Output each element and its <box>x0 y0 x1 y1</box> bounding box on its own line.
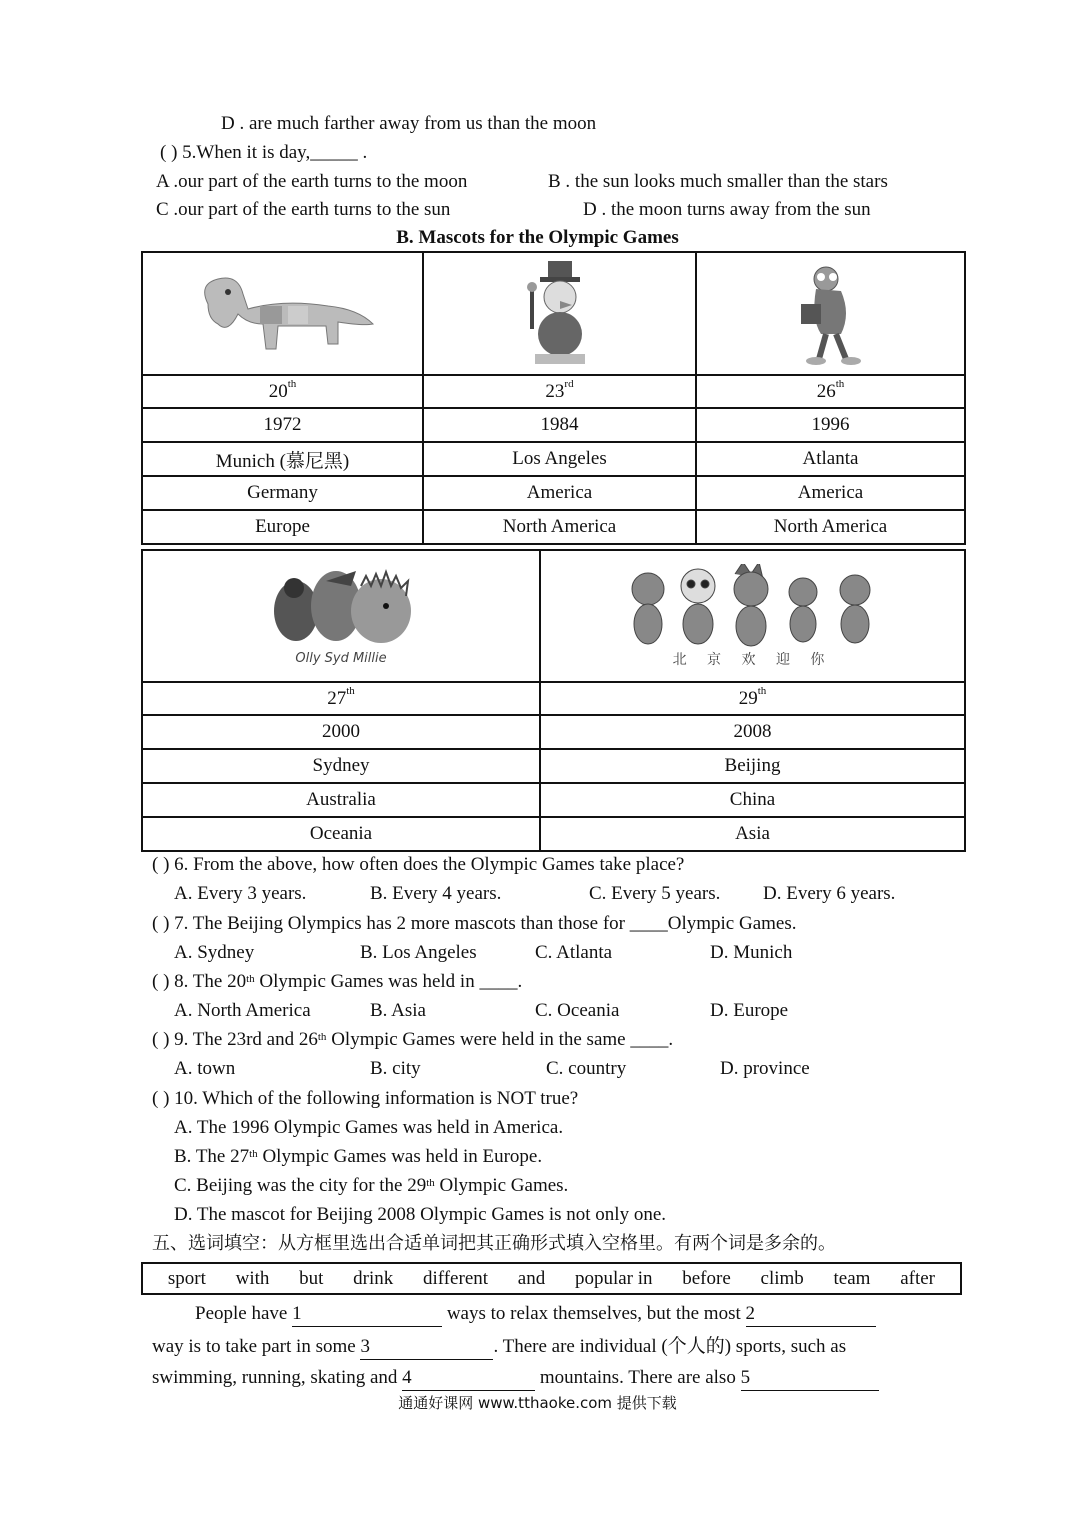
year-cell: 1996 <box>696 408 965 442</box>
q6-option-a: A. Every 3 years. <box>174 883 307 904</box>
year-cell: 2000 <box>142 715 540 749</box>
fuwa-mascots-icon <box>623 564 883 649</box>
continent-cell: North America <box>423 510 696 544</box>
blank-3[interactable]: 3 <box>360 1335 493 1360</box>
word-bank-item: different <box>422 1267 489 1289</box>
word-bank-item: and <box>517 1267 546 1289</box>
q6-stem: ( ) 6. From the above, how often does the Olympic Games take place? <box>152 854 685 875</box>
word-bank-item: but <box>299 1267 324 1289</box>
q10-option-a: A. The 1996 Olympic Games was held in America. <box>174 1117 564 1138</box>
q5-option-a: A .our part of the earth turns to the moon <box>156 171 468 192</box>
continent-cell: Asia <box>540 817 965 851</box>
q8-option-a: A. North America <box>174 1000 311 1021</box>
waldi-dachshund-mascot-icon <box>188 264 378 364</box>
q4-option-d: D . are much farther away from us than the moon <box>221 113 597 134</box>
q5-option-c: C .our part of the earth turns to the sun <box>156 199 451 220</box>
q7-option-c: C. Atlanta <box>535 942 613 963</box>
country-cell: Australia <box>142 783 540 817</box>
ordinal-cell: 27th <box>142 682 540 715</box>
continent-cell: Oceania <box>142 817 540 851</box>
word-bank-item: team <box>833 1267 871 1289</box>
q9-option-d: D. province <box>720 1058 810 1079</box>
country-cell: America <box>423 476 696 510</box>
olly-syd-millie-mascots-icon <box>266 566 416 651</box>
page-footer: 通通好课网 www.tthaoke.com 提供下载 <box>398 1394 677 1412</box>
word-bank-item: sport <box>167 1267 206 1289</box>
mascot-table-2 <box>141 549 966 852</box>
q8-stem: ( ) 8. The 20th Olympic Games was held in ____. <box>152 971 523 992</box>
q9-stem: ( ) 9. The 23rd and 26th Olympic Games were held in the same ____. <box>152 1029 674 1050</box>
q9-option-c: C. country <box>546 1058 627 1079</box>
word-bank-item: after <box>900 1267 936 1289</box>
word-bank-item: with <box>235 1267 270 1289</box>
q7-option-a: A. Sydney <box>174 942 255 963</box>
mascot-cell-la <box>423 252 696 375</box>
q7-option-b: B. Los Angeles <box>360 942 477 963</box>
word-bank <box>141 1262 962 1295</box>
q8-option-d: D. Europe <box>710 1000 789 1021</box>
word-bank-item: drink <box>353 1267 394 1289</box>
ordinal-cell: 23rd <box>423 375 696 408</box>
q8-option-b: B. Asia <box>370 1000 426 1021</box>
section-b-title: B. Mascots for the Olympic Games <box>396 227 679 248</box>
ordinal-cell: 26th <box>696 375 965 408</box>
word-bank-item: climb <box>760 1267 804 1289</box>
mascot-cell-atlanta <box>696 252 965 375</box>
city-cell: Atlanta <box>696 442 965 476</box>
city-cell: Beijing <box>540 749 965 783</box>
q8-option-c: C. Oceania <box>535 1000 620 1021</box>
q6-option-b: B. Every 4 years. <box>370 883 502 904</box>
word-bank-item: popular in <box>574 1267 653 1289</box>
blank-2[interactable]: 2 <box>746 1302 876 1327</box>
sydney-mascot-caption: Olly Syd Millie <box>295 651 387 666</box>
year-cell: 1984 <box>423 408 696 442</box>
continent-cell: Europe <box>142 510 423 544</box>
word-bank-item: before <box>682 1267 731 1289</box>
passage-line-2: way is to take part in some 3 . There are individual (个人的) sports, such as <box>152 1334 846 1360</box>
izzy-mascot-icon <box>781 259 881 369</box>
mascot-cell-sydney <box>142 550 540 682</box>
sam-eagle-mascot-icon <box>510 259 610 369</box>
q7-stem: ( ) 7. The Beijing Olympics has 2 more mascots than those for ____Olympic Games. <box>152 913 797 934</box>
mascot-table-1 <box>141 251 966 545</box>
q6-option-d: D. Every 6 years. <box>763 883 896 904</box>
mascot-cell-munich <box>142 252 423 375</box>
city-cell: Sydney <box>142 749 540 783</box>
country-cell: America <box>696 476 965 510</box>
blank-4[interactable]: 4 <box>402 1366 535 1391</box>
section-5-title: 五、选词填空：从方框里选出合适单词把其正确形式填入空格里。有两个词是多余的。 <box>152 1233 836 1254</box>
ordinal-cell: 29th <box>540 682 965 715</box>
passage-line-1: People have 1 ways to relax themselves, but the most 2 <box>195 1302 876 1327</box>
q5-option-d: D . the moon turns away from the sun <box>583 199 871 220</box>
country-cell: China <box>540 783 965 817</box>
year-cell: 2008 <box>540 715 965 749</box>
ordinal-cell: 20th <box>142 375 423 408</box>
city-cell: Munich (慕尼黑) <box>142 442 423 476</box>
q10-option-d: D. The mascot for Beijing 2008 Olympic Games is not only one. <box>174 1204 666 1225</box>
country-cell: Germany <box>142 476 423 510</box>
q6-option-c: C. Every 5 years. <box>589 883 721 904</box>
q10-stem: ( ) 10. Which of the following information is NOT true? <box>152 1088 579 1109</box>
passage-line-3: swimming, running, skating and 4 mountains. There are also 5 <box>152 1366 879 1391</box>
q9-option-a: A. town <box>174 1058 236 1079</box>
q5-stem: ( ) 5.When it is day,_____ . <box>160 142 368 163</box>
q5-option-b: B . the sun looks much smaller than the stars <box>548 171 888 192</box>
q10-option-c: C. Beijing was the city for the 29th Olympic Games. <box>174 1175 569 1196</box>
q10-option-b: B. The 27th Olympic Games was held in Europe. <box>174 1146 543 1167</box>
continent-cell: North America <box>696 510 965 544</box>
mascot-cell-beijing <box>540 550 965 682</box>
blank-1[interactable]: 1 <box>292 1302 442 1327</box>
city-cell: Los Angeles <box>423 442 696 476</box>
q9-option-b: B. city <box>370 1058 421 1079</box>
year-cell: 1972 <box>142 408 423 442</box>
blank-5[interactable]: 5 <box>741 1366 879 1391</box>
q7-option-d: D. Munich <box>710 942 793 963</box>
beijing-mascot-caption: 北 京 欢 迎 你 <box>672 651 833 668</box>
